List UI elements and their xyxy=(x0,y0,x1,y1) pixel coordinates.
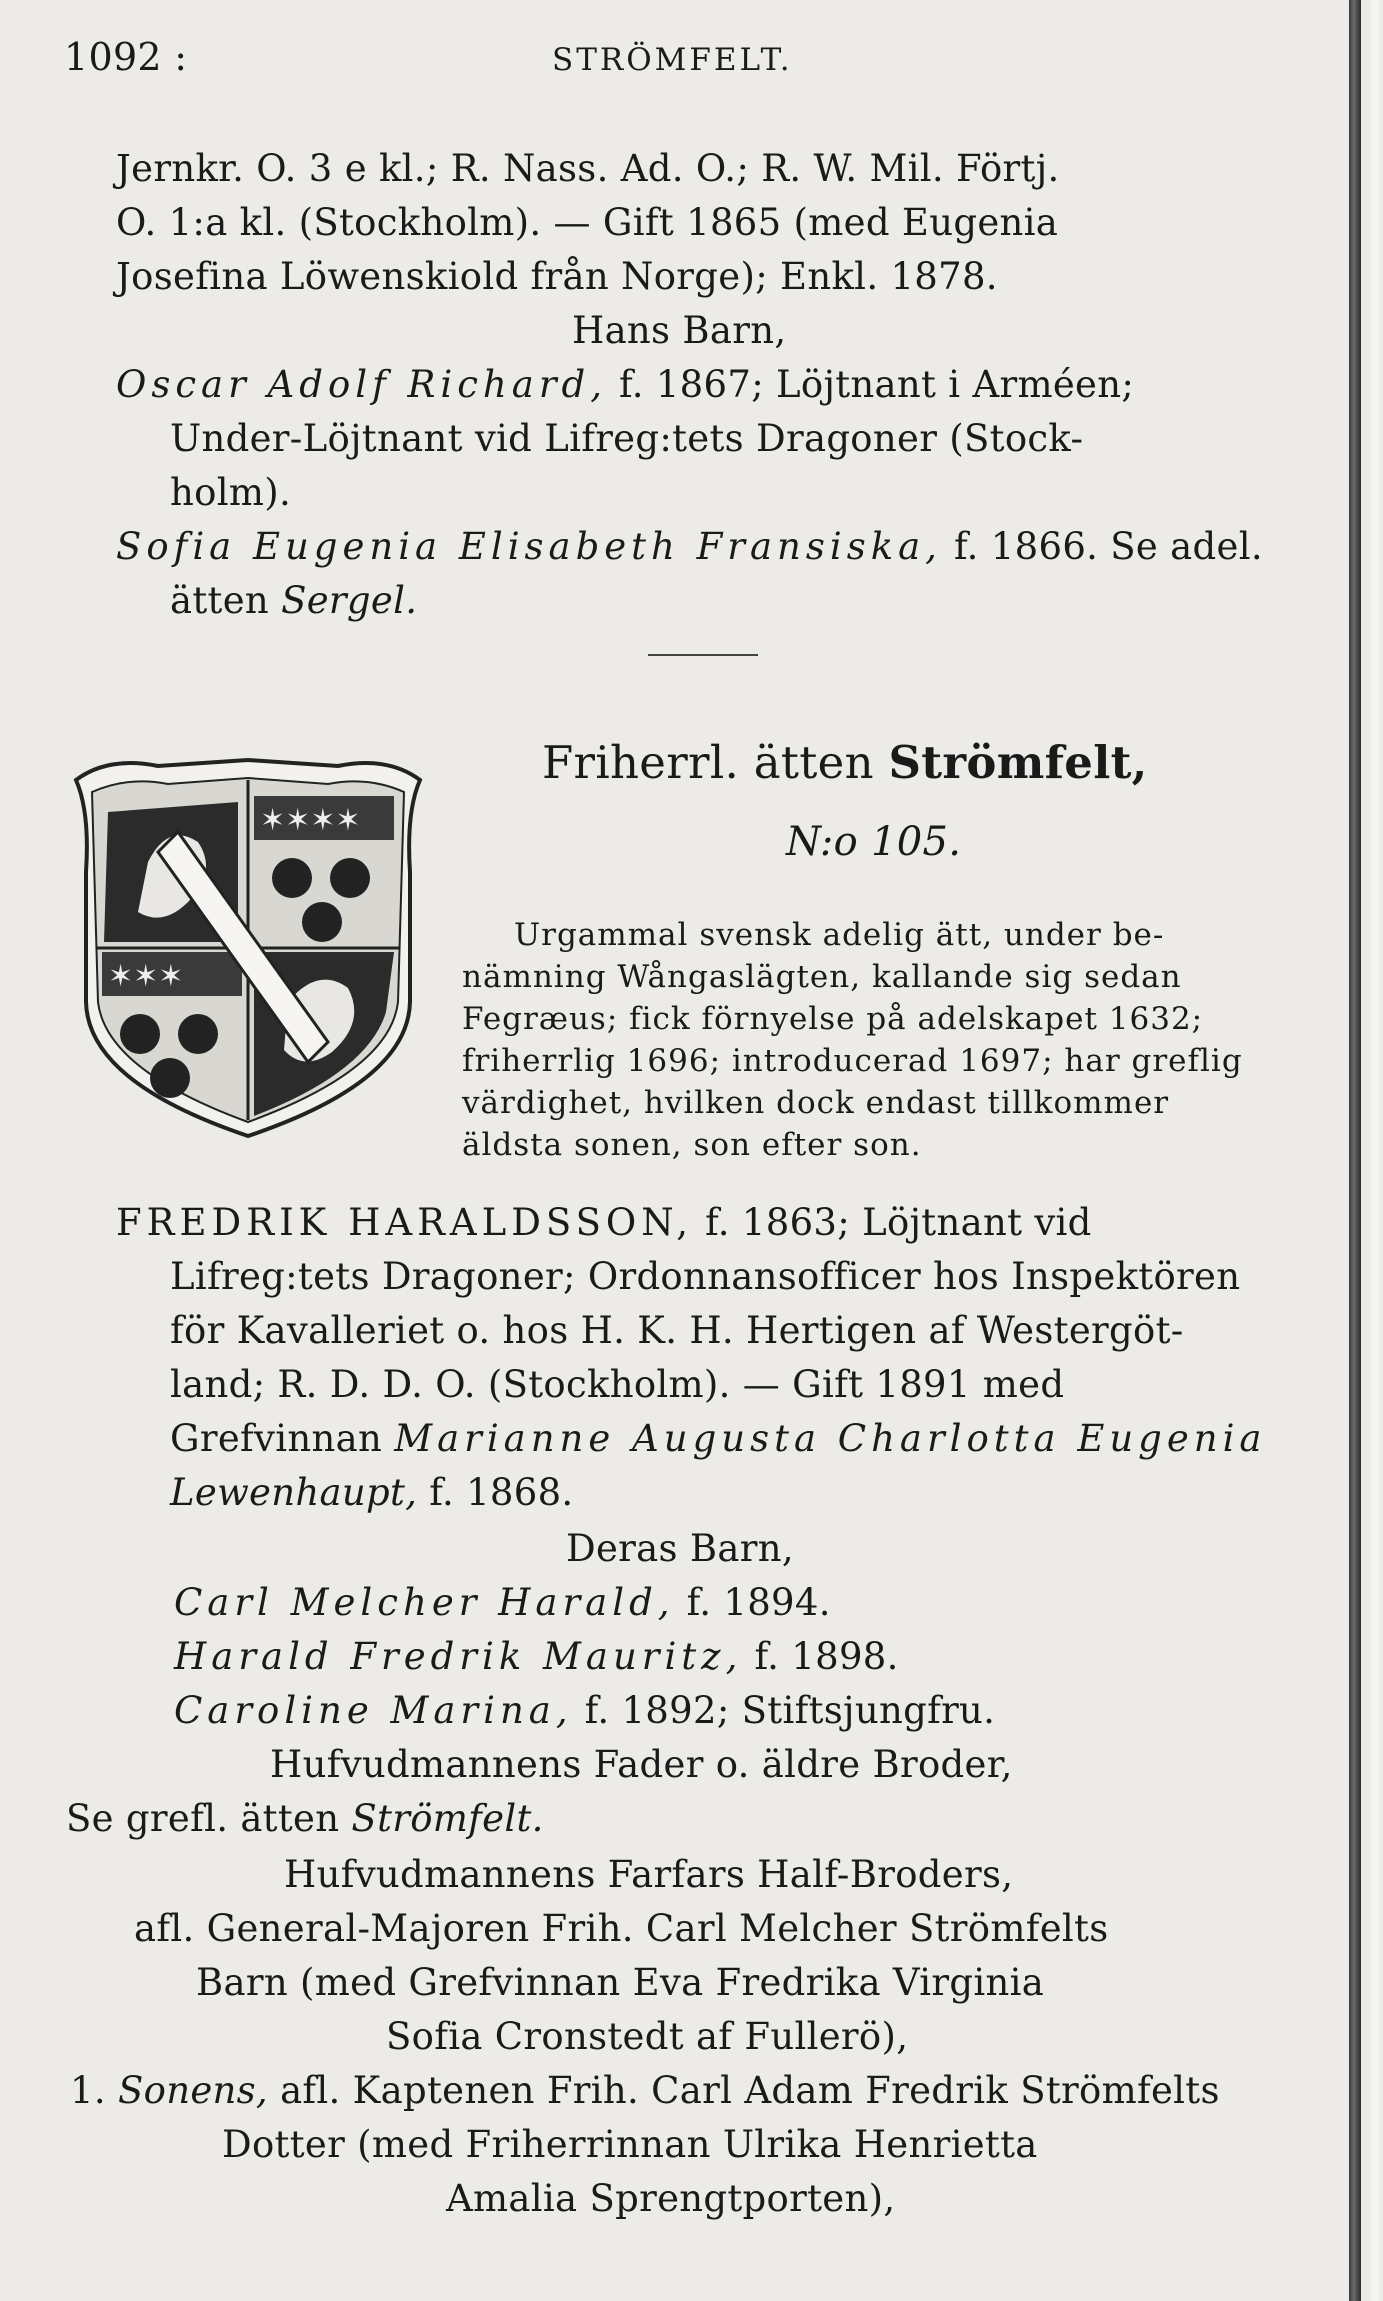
their-children-header: Deras Barn, xyxy=(566,1527,794,1570)
their-child-1-name: Carl Melcher Harald, xyxy=(174,1581,675,1624)
svg-text:✶✶✶: ✶✶✶ xyxy=(108,959,184,994)
family-number: N:o 105. xyxy=(786,819,962,865)
spouse-born: f. 1868. xyxy=(429,1471,574,1514)
ref-line-9: Amalia Sprengtporten), xyxy=(446,2177,896,2220)
ref-line-6: Sofia Cronstedt af Fullerö), xyxy=(386,2015,909,2058)
spouse-name: Marianne Augusta Charlotta Eugenia xyxy=(394,1417,1267,1460)
child-1-line-1 xyxy=(116,363,1135,406)
spouse-surname: Lewenhaupt, xyxy=(170,1471,418,1514)
their-child-1-text: f. 1894. xyxy=(686,1581,831,1624)
ref-line-2 xyxy=(66,1797,544,1840)
head-line-6 xyxy=(170,1471,574,1514)
page-number: 1092 : xyxy=(64,35,188,79)
their-child-2-name: Harald Fredrik Mauritz, xyxy=(174,1635,743,1678)
coat-of-arms xyxy=(68,752,428,1142)
intro-line-3: Josefina Löwenskiold från Norge); Enkl. 1878. xyxy=(116,255,998,298)
head-name: FREDRIK HARALDSSON, xyxy=(116,1201,694,1244)
child-2-text: f. 1866. Se adel. xyxy=(954,525,1263,568)
ref-line-3: Hufvudmannens Farfars Half-Broders, xyxy=(284,1853,1014,1896)
their-child-3 xyxy=(174,1689,996,1732)
family-desc-line-5: värdighet, hvilken dock endast tillkommer xyxy=(462,1085,1170,1121)
ref-line-8: Dotter (med Friherrinnan Ulrika Henrietta xyxy=(222,2123,1038,2166)
head-line-5 xyxy=(170,1417,1267,1460)
child-1-name: Oscar Adolf Richard, xyxy=(116,363,607,406)
their-child-2-text: f. 1898. xyxy=(754,1635,899,1678)
head-text: f. 1863; Löjtnant vid xyxy=(705,1201,1092,1244)
child-1-line-3: holm). xyxy=(170,471,292,514)
ref-line-4: afl. General-Majoren Frih. Carl Melcher Strömfelts xyxy=(134,1907,1109,1950)
family-desc-line-1: Urgammal svensk adelig ätt, under be- xyxy=(514,917,1165,953)
page-binding-edge xyxy=(1349,0,1361,2301)
ref-item-text: afl. Kaptenen Frih. Carl Adam Fredrik Strömfelts xyxy=(280,2069,1220,2112)
head-line-3: för Kavalleriet o. hos H. K. H. Hertigen af Westergöt- xyxy=(170,1309,1184,1352)
ref-line-5: Barn (med Grefvinnan Eva Fredrika Virginia xyxy=(196,1961,1045,2004)
head-line-4: land; R. D. D. O. (Stockholm). — Gift 1891 med xyxy=(170,1363,1065,1406)
family-desc-line-3: Fegræus; fick förnyelse på adelskapet 1632; xyxy=(462,1001,1204,1037)
ref-item-number: 1. xyxy=(70,2069,106,2112)
intro-line-2: O. 1:a kl. (Stockholm). — Gift 1865 (med Eugenia xyxy=(116,201,1059,244)
ref-see-prefix: Se grefl. ätten xyxy=(66,1797,340,1840)
child-2-line-2 xyxy=(170,579,418,622)
child-1-line-2: Under-Löjtnant vid Lifreg:tets Dragoner (Stock- xyxy=(170,417,1084,460)
child-2-ref-prefix: ätten xyxy=(170,579,270,622)
ref-line-7 xyxy=(70,2069,1220,2112)
children-header: Hans Barn, xyxy=(572,309,787,352)
family-desc-line-2: nämning Wångaslägten, kallande sig sedan xyxy=(462,959,1182,995)
intro-line-1: Jernkr. O. 3 e kl.; R. Nass. Ad. O.; R. W. Mil. Förtj. xyxy=(116,147,1060,190)
child-2-line-1 xyxy=(116,525,1263,568)
page-margin-strip xyxy=(1371,0,1379,2301)
ref-item-name: Sonens, xyxy=(117,2069,268,2112)
head-line-2: Lifreg:tets Dragoner; Ordonnansofficer hos Inspektören xyxy=(170,1255,1241,1298)
ref-line-1: Hufvudmannens Fader o. äldre Broder, xyxy=(270,1743,1013,1786)
svg-text:✶✶✶✶: ✶✶✶✶ xyxy=(260,803,361,838)
family-title xyxy=(542,736,1148,789)
child-2-ref-name: Sergel. xyxy=(281,579,418,622)
family-title-prefix: Friherrl. ätten xyxy=(542,736,874,789)
their-child-1 xyxy=(174,1581,831,1624)
spouse-title: Grefvinnan xyxy=(170,1417,383,1460)
family-title-name: Strömfelt, xyxy=(888,736,1148,789)
section-divider xyxy=(648,654,758,656)
ref-see-name: Strömfelt. xyxy=(351,1797,544,1840)
family-desc-line-4: friherrlig 1696; introducerad 1697; har greflig xyxy=(462,1043,1243,1079)
family-desc-line-6: äldsta sonen, son efter son. xyxy=(462,1127,922,1163)
child-1-text: f. 1867; Löjtnant i Arméen; xyxy=(619,363,1135,406)
running-title: STRÖMFELT. xyxy=(552,42,793,78)
head-line-1 xyxy=(116,1201,1092,1244)
child-2-name: Sofia Eugenia Elisabeth Fransiska, xyxy=(116,525,942,568)
their-child-3-text: f. 1892; Stiftsjungfru. xyxy=(584,1689,996,1732)
their-child-2 xyxy=(174,1635,899,1678)
their-child-3-name: Caroline Marina, xyxy=(174,1689,573,1732)
